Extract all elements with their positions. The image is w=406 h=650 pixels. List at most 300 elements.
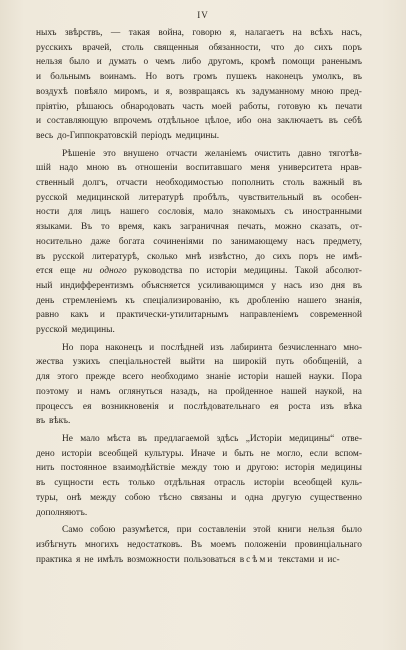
word: другою: [246,463,279,474]
text-line [36,147,362,162]
word: путь [275,357,294,368]
word: тяготѣв- [328,148,362,159]
word: нрав- [340,163,362,174]
word: о [143,57,149,68]
word: знаніе [206,372,231,383]
word: какъ [70,310,89,321]
word: до-Гиппократовскій [57,130,138,141]
word: туры, [36,492,58,503]
word: всеобщей [98,448,138,459]
word: намъ [90,386,111,397]
text-line [36,476,362,491]
word: не [325,251,336,262]
word: вотъ [166,72,185,83]
word: впрочемъ [113,116,152,127]
text-line [36,461,362,476]
text-line [36,447,362,462]
text-line [36,355,362,370]
word: тѣсно [158,492,182,503]
word: я [75,554,81,565]
word: нельзя [36,57,63,68]
word: ни [83,266,93,277]
word: налагаетъ [244,28,285,38]
word: она [257,116,272,127]
word: собою [124,492,151,503]
text-line [36,41,362,56]
word: собою [90,525,116,536]
word: больнымъ [50,72,91,83]
text-line [36,370,362,385]
word: работы, [239,101,271,112]
text-line [36,70,362,85]
word: шій [36,163,51,174]
word: вспом- [334,448,362,459]
word: практика [36,554,72,565]
text-line [36,538,362,553]
word: можно [274,222,302,233]
word: сословія, [158,207,195,218]
word: печать, [237,222,266,233]
word: мною [86,163,110,174]
paragraph [36,341,362,429]
word: сказать, [310,222,342,233]
word: ибо [236,116,252,127]
word: я, [229,28,237,38]
word: столь [121,42,144,53]
word: лабиринта [230,342,273,353]
word: Само [62,525,84,536]
word: жества [36,357,64,368]
text-line [36,294,362,309]
word: врачей, [82,42,112,53]
word: на [292,28,302,38]
word: наконецъ [266,72,303,83]
word: ственный [36,178,75,189]
word: медицины [320,463,362,474]
word: изо [309,280,324,291]
word: мѣста [106,433,131,444]
word: воспитавшаго [185,163,242,174]
word: обнародовать [120,101,175,112]
text-line [36,414,362,429]
word: нашей [281,386,307,397]
word: по [189,266,200,277]
word: сочиненіями [153,236,204,247]
word: отрасль [214,478,245,489]
word: существенно [310,492,362,503]
word: отношеніи [135,163,178,174]
word: и [149,342,155,353]
word: къ [229,295,240,306]
word: задуманному [251,86,305,97]
word: насъ, [341,28,362,38]
word: Иначе [190,448,216,459]
word: внушено [123,148,159,159]
word: дробленію [247,295,290,306]
word: ея [82,401,92,412]
word: отве- [341,433,362,444]
word: не [260,448,270,459]
word: могло, [276,448,303,459]
word: пробѣлъ, [193,192,230,203]
word: необходимостью [155,178,224,189]
word: къ [318,101,328,112]
word: мно- [343,342,362,353]
word: отдѣльное [157,116,200,127]
word: нить [36,463,55,474]
page-number: IV [197,10,209,20]
word: пушекъ [226,72,257,83]
word: важный [313,178,345,189]
word: сущности [54,478,94,489]
word: извѣстно, [209,251,248,262]
word: Рѣшеніе [62,148,96,159]
word: обязанности, [208,42,261,53]
word: занимающему [230,236,288,247]
word: сколько [147,251,178,262]
text-line [36,161,362,176]
word: предмету, [323,236,362,247]
word: иностранными [302,207,362,218]
paragraph [36,147,362,338]
word: съ [284,207,294,218]
word: моей [211,101,232,112]
word: вѣкъ. [49,416,71,427]
word: провинціальнаго [294,539,362,550]
word: взаимодѣйствіе [112,463,175,474]
word: ныхъ [36,28,57,38]
word: всеобщей [293,478,333,489]
word: Но [145,72,157,83]
word: быть [234,448,254,459]
word: и [318,554,324,565]
word: особен- [331,192,362,203]
word: по [212,236,223,247]
word: спеціализированію, [142,295,222,306]
word: отчасти [166,148,198,159]
word: цѣлое, [205,116,232,127]
word: сихъ [272,251,292,262]
word: богата [118,236,145,247]
word: изъ [320,401,334,412]
text-line [36,341,362,356]
word: очистить [254,148,291,159]
word: до [294,42,304,53]
word: тою [213,463,230,474]
word: рѣшаюсь [76,101,114,112]
word: въ [352,178,362,189]
word: на [214,357,224,368]
text-line [36,279,362,294]
word: медицинской [76,192,130,203]
word: либо [181,57,202,68]
word: составляющую [46,116,108,127]
text-line [36,400,362,415]
word: медицины. [244,266,288,277]
word: громъ [193,72,218,83]
word: многихъ [84,539,119,550]
word: для [68,207,83,218]
word: литературѣ [138,192,184,203]
text-line [36,432,362,447]
word: и [96,57,102,68]
word: другомъ, [208,57,244,68]
word: звѣрствъ, [64,28,103,38]
word: одна [244,492,264,503]
word: мало [203,207,224,218]
word: къ [125,295,135,306]
word: исторіи [238,372,269,383]
word: въ [328,116,338,127]
word: лицъ [91,207,111,218]
word: имѣ- [342,251,362,262]
word: и [235,463,241,474]
word: вѣка [343,401,362,412]
word: если [309,448,328,459]
word: священныя [153,42,199,53]
word: русской [36,192,68,203]
word: до [255,251,265,262]
word: поръ [298,251,319,262]
word: языками. [36,222,73,233]
word: то [100,222,110,233]
text-line [36,491,362,506]
text-line [36,523,362,538]
word: всѣми [239,554,275,565]
word: заключаетъ [277,116,323,127]
word: исторіи [254,478,285,489]
word: есть [102,478,120,489]
word: печати [335,101,362,112]
text-line [36,553,362,568]
word: одного [99,266,127,277]
word: кромѣ [250,57,276,68]
text-line [36,85,362,100]
text-line [36,264,362,279]
word: русской [52,251,85,262]
word: въ [352,72,362,83]
word: мнѣ [185,251,202,262]
word: изъ [210,342,224,353]
word: текстами [278,554,315,565]
word: дня [330,280,346,291]
word: раненымъ [321,57,362,68]
text-line [36,220,362,235]
word: и [99,310,105,321]
word: для [36,372,50,383]
word: направленіемъ [239,310,299,321]
word: еще [60,266,76,277]
word: и [153,86,160,97]
text-line [36,235,362,250]
word: насъ [283,280,303,291]
word: такая [128,28,150,38]
word: и [36,72,42,83]
text-line [36,55,362,70]
word: здѣсь [216,433,239,444]
word: ный [36,280,53,291]
word: знакомыхъ [232,207,276,218]
word: равно [36,310,59,321]
word: наукой, [314,386,345,397]
word: процессъ [36,401,73,412]
word: давно [297,148,322,159]
word: на [207,386,218,397]
word: пройденное [225,386,273,397]
word: и [77,386,83,397]
word: русскихъ [36,42,73,53]
word: пред- [340,86,362,97]
word: нельзя [308,525,335,536]
word: объясняется [141,280,191,291]
word: предлагаемой [154,433,210,444]
word: желаніемъ [204,148,247,159]
word: къ [235,86,246,97]
word: миромъ, [114,86,148,97]
word: дополняютъ. [36,507,88,518]
word: обобщеній, [303,357,349,368]
word: думать [108,57,137,68]
text-line [36,176,362,191]
word: узкихъ [72,357,100,368]
word: медицины. [175,130,220,141]
word: на [352,386,362,397]
word: при [176,525,192,536]
word: пріятію, [36,101,69,112]
word: ея [269,401,279,412]
paragraph [36,523,362,567]
word: практически-утилитарнымъ [116,310,229,321]
word: возможности [127,554,180,565]
word: и [231,492,237,503]
word: война, [158,28,184,38]
word: въ [312,192,322,203]
word: медицины. [71,325,115,336]
word: Въ [81,222,93,233]
word: мною [310,86,334,97]
word: а [357,357,362,368]
word: недостатковъ. [127,539,183,550]
word: было [341,525,362,536]
word: составленіи [198,525,246,536]
word: знанія, [334,295,362,306]
word: и [36,116,42,127]
word: Но [62,342,74,353]
word: насъ [296,236,315,247]
word: Не [62,433,73,444]
word: надо [59,163,78,174]
word: возникновенія [101,401,159,412]
word: это [103,148,116,159]
word: послѣдовательнаго [183,401,261,412]
word: въ [352,280,362,291]
word: говорю [192,28,222,38]
word: другую [271,492,302,503]
word: Такой [294,266,319,277]
word: въ [36,478,46,489]
word: въ [36,251,46,262]
word: въ [137,433,147,444]
word: между [90,492,117,503]
word: ис- [327,554,340,565]
word: готовую [277,101,311,112]
word: воинамъ. [99,72,137,83]
word: время, [118,222,145,233]
word: пора [80,342,99,353]
word: нашего [120,207,149,218]
word: роста [288,401,311,412]
word: спеціальностей [109,357,171,368]
word: весь [36,130,54,141]
word: усиливающимся [197,280,264,291]
text-line [36,26,362,41]
word: назадъ, [170,386,200,397]
word: день [36,295,55,306]
text-line [36,100,362,115]
text-line [36,191,362,206]
word: часть [182,101,204,112]
word: онѣ [66,492,82,503]
word: у [271,280,277,291]
paragraph [36,26,362,144]
word: какъ [153,222,172,233]
word: сихъ [314,42,333,53]
word: себѣ [343,116,362,127]
word: прежде [85,372,115,383]
word: столь [282,178,305,189]
word: меня [250,163,270,174]
word: я, [165,86,173,97]
word: періодъ [141,130,172,141]
word: исторія [285,463,315,474]
body-text [36,26,362,567]
word: было [69,57,90,68]
word: въ [36,416,46,427]
text-line [36,114,362,129]
paragraph [36,432,362,520]
word: даже [90,236,111,247]
word: воздухѣ [36,86,68,97]
word: заграничная [180,222,229,233]
text-line [36,250,362,265]
word: въ [117,163,127,174]
word: пополнить [231,178,275,189]
word: ности [36,207,60,218]
word: наконецъ [105,342,143,353]
word: „Исторіи [245,433,282,444]
word: культуры. [144,448,184,459]
word: нашего [297,295,327,306]
word: имѣлъ [97,554,124,565]
text-line [36,506,362,521]
word: отчасти [116,178,148,189]
word: медицины“ [289,433,335,444]
word: послѣдней [160,342,204,353]
word: всего [122,372,144,383]
word: абсолют- [325,266,362,277]
word: разумѣется, [122,525,170,536]
word: стремленіемъ [62,295,118,306]
word: книги [277,525,302,536]
word: исторіи [61,448,92,459]
word: куль- [341,478,362,489]
word: что [270,42,285,53]
word: избѣгнуть [36,539,77,550]
word: поэтому [36,386,69,397]
word: науки. [308,372,335,383]
word: безчисленнаго [278,342,337,353]
word: повѣяло [74,86,108,97]
